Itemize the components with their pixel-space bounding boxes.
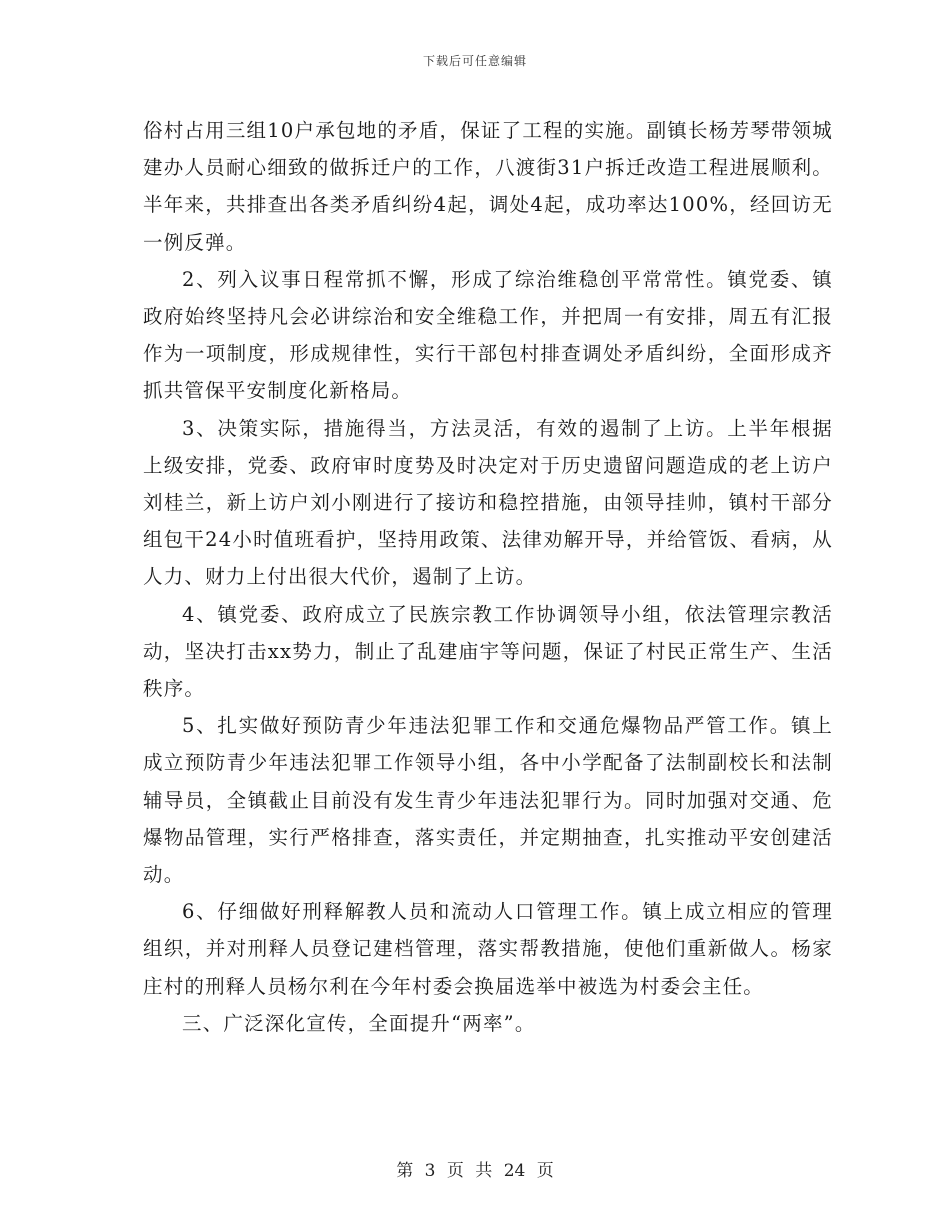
paragraph-item-5: 5、扎实做好预防青少年违法犯罪工作和交通危爆物品严管工作。镇上成立预防青少年违法犯罪工作领导小组，各中小学配备了法制副校长和法制辅导员，全镇截止目前没有发生青少年违法犯罪行为。同时加强对交通、危爆物品管理，实行严格排查，落实责任，并定期抽查，扎实推动平安创建活动。 <box>143 714 833 887</box>
paragraph-item-6: 6、仔细做好刑释解教人员和流动人口管理工作。镇上成立相应的管理组织，并对刑释人员登记建档管理，落实帮教措施，使他们重新做人。杨家庄村的刑释人员杨尔利在今年村委会换届选举中被选为村委会主任。 <box>143 900 833 998</box>
paragraph-item-2: 2、列入议事日程常抓不懈，形成了综治维稳创平常常性。镇党委、镇政府始终坚持凡会必讲综治和安全维稳工作，并把周一有安排，周五有汇报作为一项制度，形成规律性，实行干部包村排查调处矛盾纠纷，全面形成齐抓共管保平安制度化新格局。 <box>143 267 833 403</box>
page-number-footer: 第 3 页 共 24 页 <box>396 1161 554 1181</box>
paragraph-item-3: 3、决策实际，措施得当，方法灵活，有效的遏制了上访。上半年根据上级安排，党委、政府审时度势及时决定对于历史遗留问题造成的老上访户刘桂兰，新上访户刘小刚进行了接访和稳控措施，由领导挂帅，镇村干部分组包干24小时值班看护，坚持用政策、法律劝解开导，并给管饭、看病，从人力、财力上付出很大代价，遏制了上访。 <box>143 416 833 589</box>
document-body <box>143 112 833 1042</box>
paragraph-continuation: 俗村占用三组10户承包地的矛盾，保证了工程的实施。副镇长杨芳琴带领城建办人员耐心细致的做拆迁户的工作，八渡街31户拆迁改造工程进展顺利。半年来，共排查出各类矛盾纠纷4起，调处4起，成功率达100%，经回访无一例反弹。 <box>143 119 833 254</box>
section-heading: 三、广泛深化宣传，全面提升“两率”。 <box>182 1011 536 1035</box>
page-header: 下载后可任意编辑 <box>422 54 527 68</box>
paragraph-item-4: 4、镇党委、政府成立了民族宗教工作协调领导小组，依法管理宗教活动，坚决打击xx势力，制止了乱建庙宇等问题，保证了村民正常生产、生活秩序。 <box>143 602 833 701</box>
